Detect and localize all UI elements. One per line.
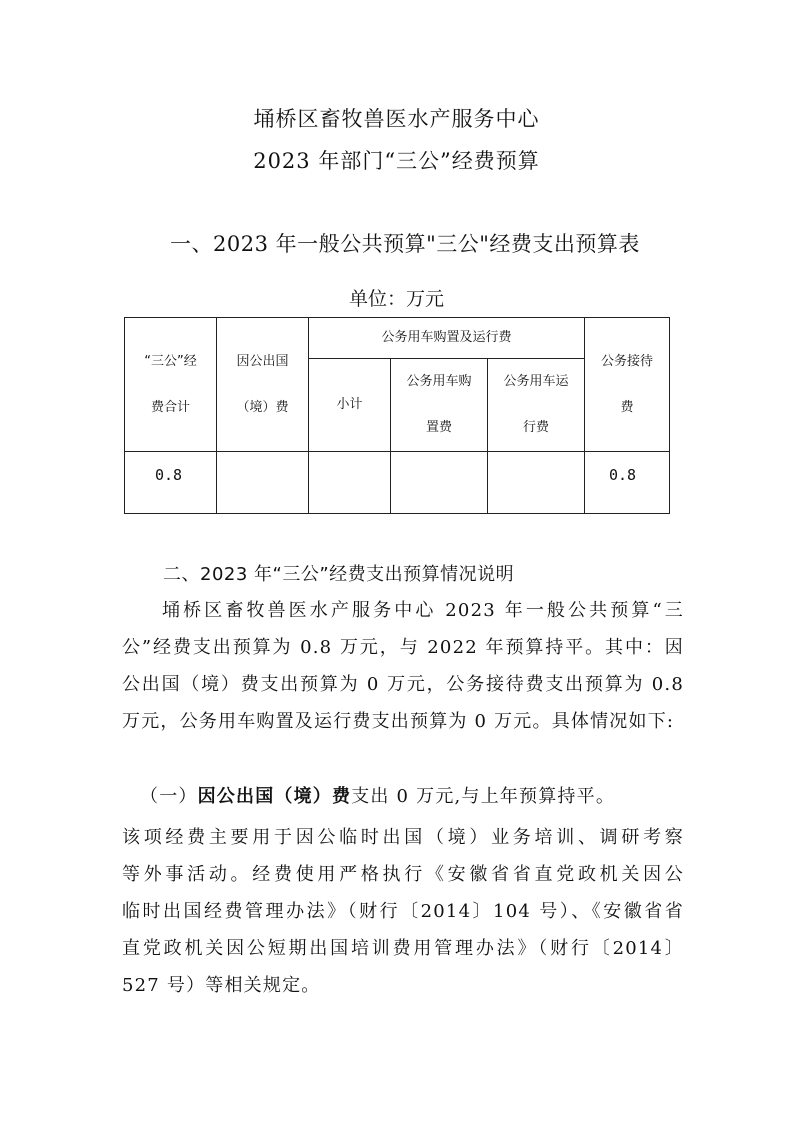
cell-subtotal-value bbox=[309, 452, 391, 514]
document-title-line2: 2023 年部门“三公”经费预算 bbox=[253, 149, 540, 173]
item1-prefix: （一） bbox=[140, 786, 198, 807]
header-reception-line2: 费 bbox=[620, 399, 634, 415]
header-abroad bbox=[217, 318, 309, 452]
header-total bbox=[125, 318, 217, 452]
header-abroad-line1: 因公出国 bbox=[236, 353, 289, 369]
item1-bold-label: 因公出国（境）费 bbox=[197, 786, 352, 807]
cell-abroad-value bbox=[217, 452, 309, 514]
section1-heading: 一、2023 年一般公共预算"三公"经费支出预算表 bbox=[170, 232, 640, 256]
cell-reception-value: 0.8 bbox=[585, 452, 670, 514]
cell-operation-value bbox=[488, 452, 585, 514]
unit-label: 单位：万元 bbox=[348, 288, 444, 310]
budget-table bbox=[124, 317, 670, 514]
header-reception-line1: 公务接待 bbox=[600, 353, 653, 369]
header-total-line1: “三公”经 bbox=[144, 353, 197, 369]
header-operation-line2: 行费 bbox=[522, 420, 549, 435]
header-operation-line1: 公务用车运 bbox=[503, 374, 569, 389]
header-abroad-line2: （境）费 bbox=[236, 399, 289, 415]
header-total-line2: 费合计 bbox=[150, 399, 190, 415]
item1-body-line2: 等外事活动。经费使用严格执行《安徽省省直党政机关因公 bbox=[122, 864, 684, 885]
header-subtotal: 小计 bbox=[309, 359, 391, 452]
paragraph-summary: 埇桥区畜牧兽医水产服务中心 2023 年一般公共预算“三公”经费支出预算为 0.8 万元，与 2022 年预算持平。其中：因公出国（境）费支出预算为 0 万元，公务接待费支出预算为 0.8 万元，公务用车购置及运行费支出预算为 0 万元。具体情况如下: bbox=[122, 600, 684, 732]
item1-rest: 支出 0 万元,与上年预算持平。 bbox=[351, 786, 616, 807]
header-vehicle-purchase bbox=[391, 359, 488, 452]
cell-purchase-value bbox=[391, 452, 488, 514]
item1-body-line4: 直党政机关因公短期出国培训费用管理办法》（财行〔2014〕 bbox=[122, 938, 684, 959]
item1-body-line5: 527 号）等相关规定。 bbox=[122, 975, 321, 996]
header-purchase-line2: 置费 bbox=[425, 420, 452, 435]
header-vehicle-operation bbox=[488, 359, 585, 452]
cell-total-value: 0.8 bbox=[125, 452, 217, 514]
item1-heading bbox=[140, 782, 702, 808]
header-reception bbox=[585, 318, 670, 452]
header-purchase-line1: 公务用车购 bbox=[406, 374, 472, 389]
document-title-line1: 埇桥区畜牧兽医水产服务中心 bbox=[253, 107, 540, 131]
section2-heading: 二、2023 年“三公”经费支出预算情况说明 bbox=[163, 564, 515, 585]
header-vehicle-group: 公务用车购置及运行费 bbox=[309, 318, 585, 359]
item1-body-line1: 该项经费主要用于因公临时出国（境）业务培训、调研考察 bbox=[122, 827, 684, 848]
item1-body-line3: 临时出国经费管理办法》（财行〔2014〕104 号）、《安徽省省 bbox=[122, 901, 684, 922]
